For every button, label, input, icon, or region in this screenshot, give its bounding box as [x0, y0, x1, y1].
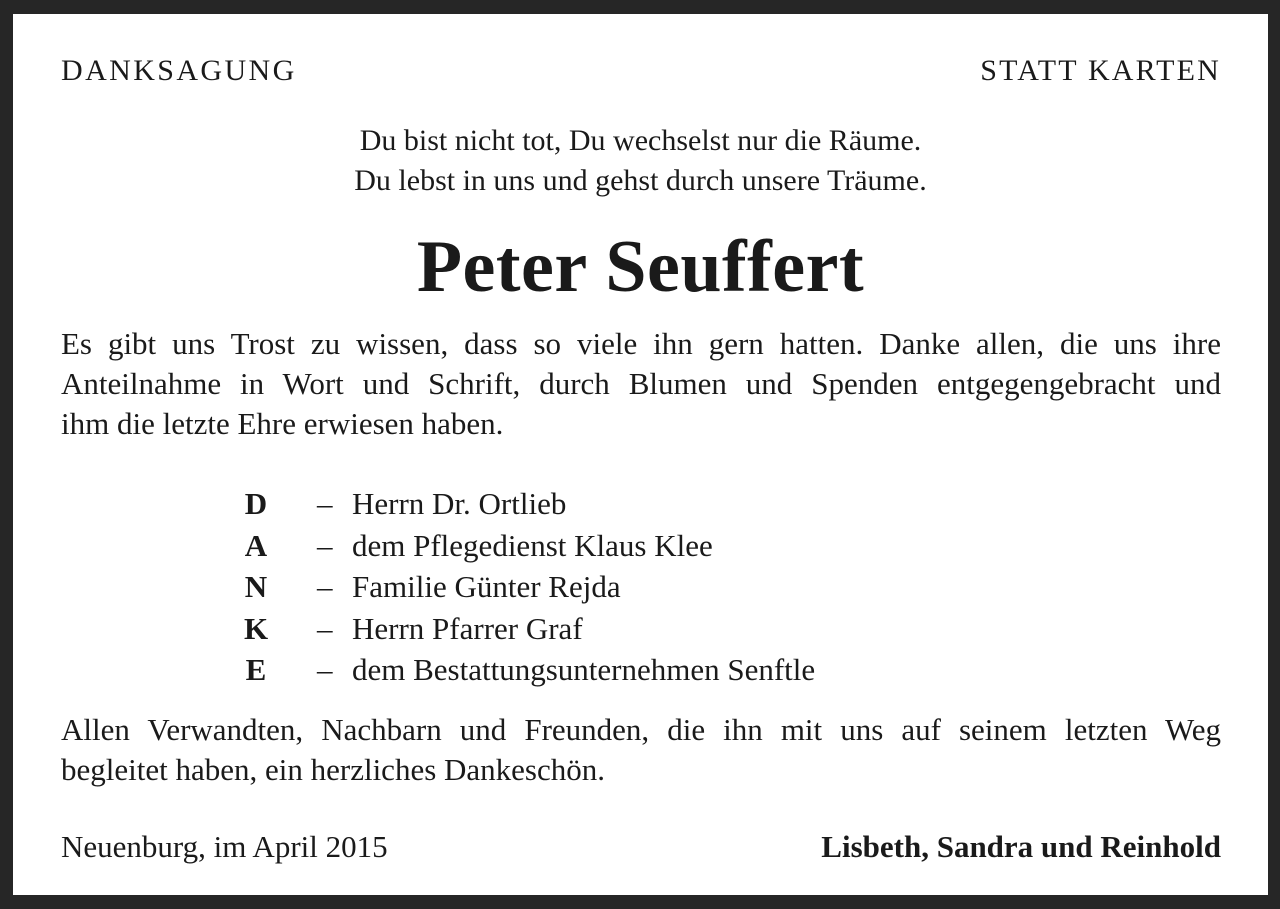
closing-line: begleitet haben, ein herzliches Dankeschön.	[61, 752, 605, 787]
closing-line: Allen Verwandten, Nachbarn und Freunden, die ihn mit uns auf seinem letzten Weg	[61, 712, 1221, 747]
dash: –	[317, 528, 333, 563]
thanks-recipient: dem Bestattungsunternehmen Senftle	[352, 652, 816, 687]
place-date: Neuenburg, im April 2015	[61, 829, 388, 864]
thanks-recipient: Herrn Dr. Ortlieb	[352, 486, 567, 521]
intro-line: ihm die letzte Ehre erwiesen haben.	[61, 406, 504, 441]
quote-line: Du bist nicht tot, Du wechselst nur die Räume.	[359, 124, 922, 157]
deceased-name: Peter Seuffert	[416, 226, 865, 308]
notice-heading: DANKSAGUNG	[61, 54, 297, 87]
quote-line: Du lebst in uns und gehst durch unsere Träume.	[354, 164, 927, 197]
acrostic-letter: A	[244, 528, 268, 563]
acrostic-letter: D	[244, 486, 268, 521]
dash: –	[317, 611, 333, 646]
acrostic-letter: E	[245, 652, 267, 687]
closing-paragraph	[61, 710, 1221, 790]
thanks-recipient: dem Pflegedienst Klaus Klee	[352, 528, 713, 563]
dash: –	[317, 569, 333, 604]
acrostic-letter: N	[244, 569, 268, 604]
thanks-recipient: Familie Günter Rejda	[352, 569, 621, 604]
intro-line: Anteilnahme in Wort und Schrift, durch Blumen und Spenden entgegengebracht und	[61, 366, 1221, 401]
acrostic-letter: K	[243, 611, 269, 646]
signatories: Lisbeth, Sandra und Reinhold	[821, 829, 1221, 864]
intro-paragraph	[61, 324, 1221, 444]
dash: –	[317, 652, 333, 687]
notice-subheading: STATT KARTEN	[980, 54, 1221, 87]
intro-line: Es gibt uns Trost zu wissen, dass so viele ihn gern hatten. Danke allen, die uns ihre	[61, 326, 1221, 361]
thanks-recipient: Herrn Pfarrer Graf	[352, 611, 583, 646]
dash: –	[317, 486, 333, 521]
